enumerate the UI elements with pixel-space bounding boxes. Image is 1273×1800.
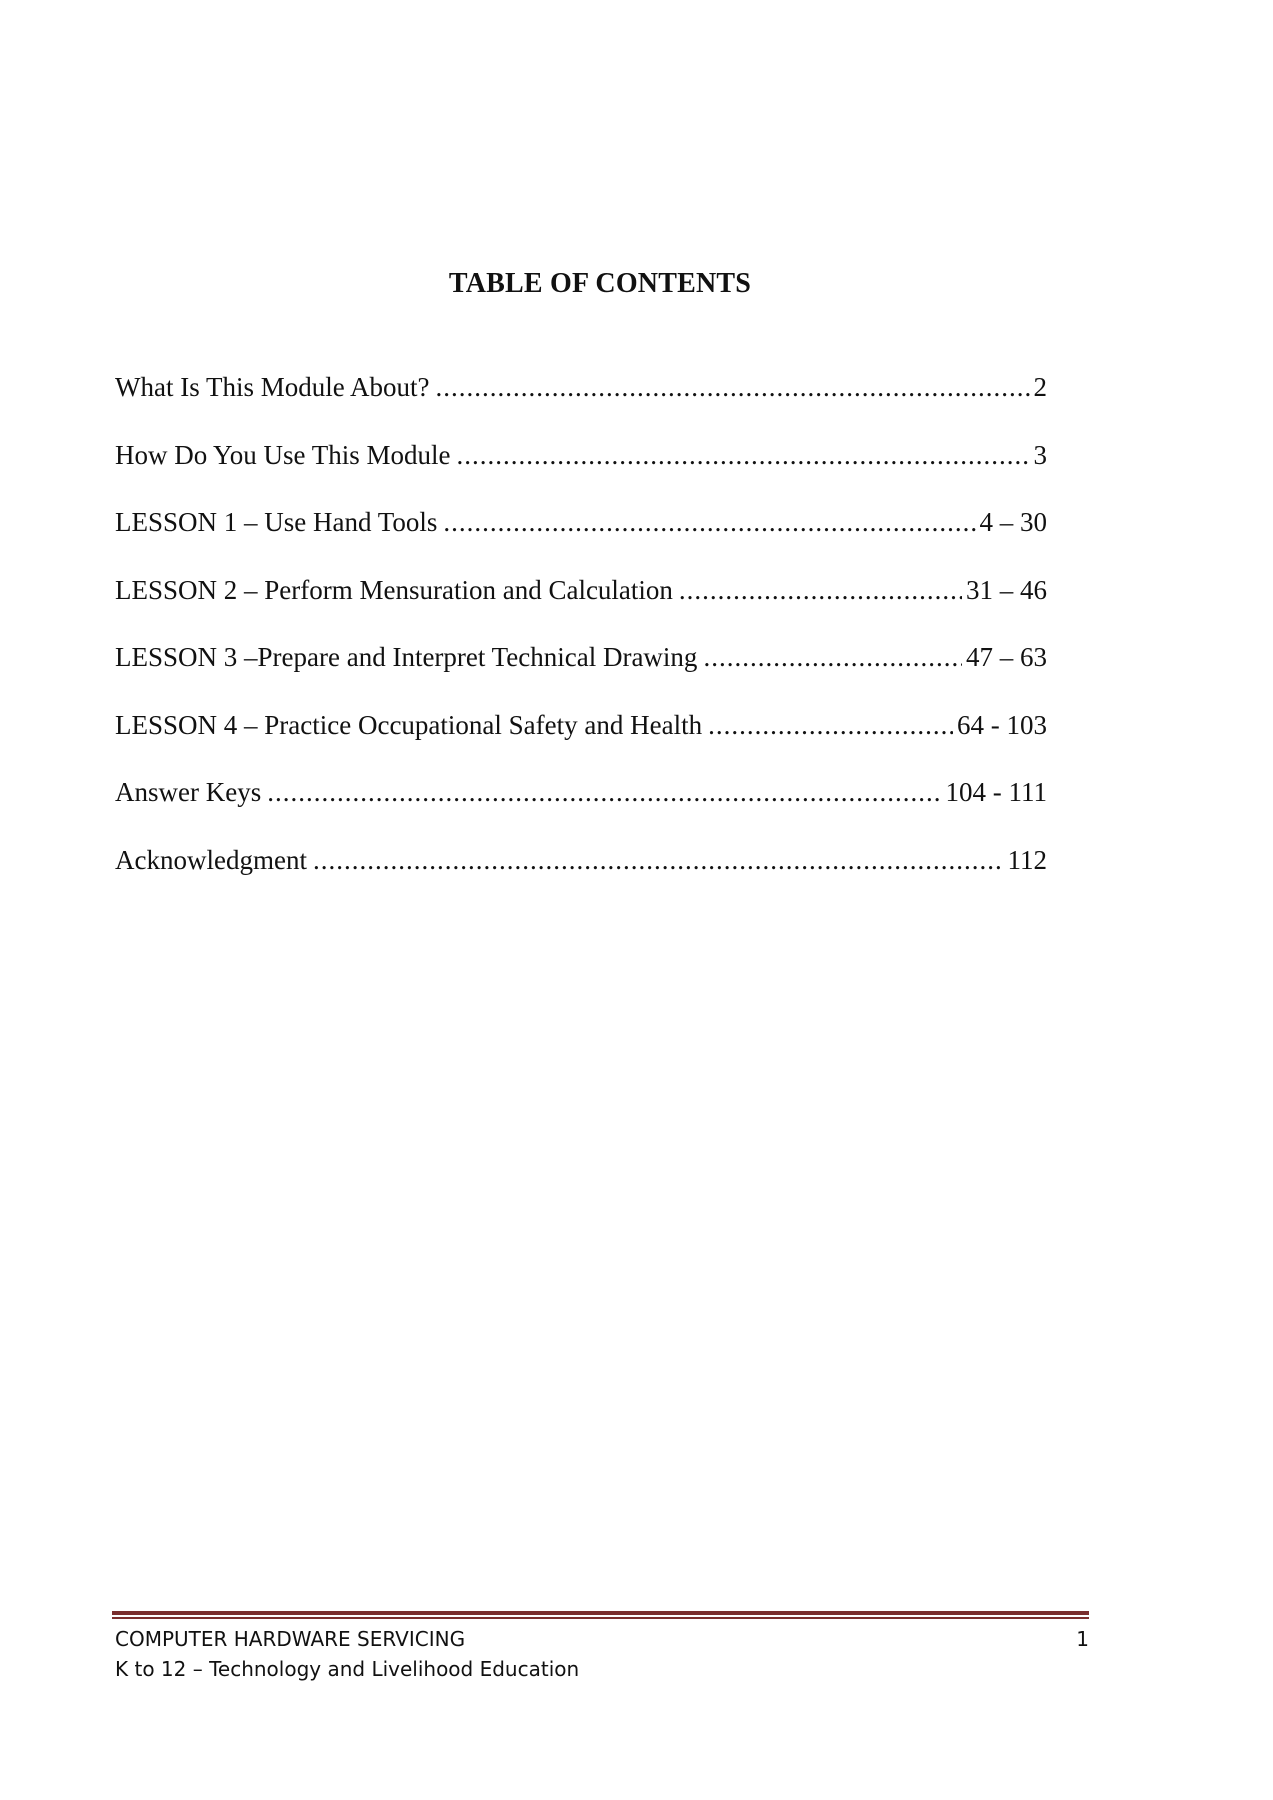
footer-program: K to 12 – Technology and Livelihood Education — [115, 1657, 580, 1681]
dot-leader — [703, 642, 962, 673]
toc-entry-pages: 31 – 46 — [966, 574, 1047, 605]
toc-entry-pages: 112 — [1007, 844, 1047, 875]
toc-entry[interactable] — [115, 845, 1047, 913]
footer-rule-thin — [112, 1617, 1089, 1619]
dot-leader — [435, 372, 1029, 403]
toc-entry-title: LESSON 2 – Perform Mensuration and Calculation — [115, 574, 673, 605]
dot-leader — [457, 440, 1030, 471]
toc-entry-pages: 104 - 111 — [945, 777, 1047, 807]
toc-entry[interactable] — [115, 507, 1047, 575]
toc-entry-pages: 47 – 63 — [966, 642, 1047, 672]
page-footer — [115, 1624, 1089, 1684]
dot-leader — [679, 575, 962, 606]
toc-entry-pages: 4 – 30 — [979, 507, 1047, 537]
footer-line-1 — [115, 1624, 1089, 1654]
page-title: TABLE OF CONTENTS — [448, 268, 752, 299]
toc-entry-title: Acknowledgment — [115, 844, 307, 875]
toc-entry-title: LESSON 3 –Prepare and Interpret Technical Drawing — [115, 642, 698, 672]
toc-entry-title: Answer Keys — [115, 777, 262, 807]
page-number: 1 — [1076, 1627, 1089, 1651]
dot-leader — [313, 845, 1004, 876]
toc-entry-pages: 2 — [1033, 372, 1047, 402]
table-of-contents — [115, 372, 1047, 912]
toc-entry-pages: 64 - 103 — [957, 709, 1047, 740]
footer-rule — [112, 1611, 1089, 1619]
toc-entry[interactable] — [115, 575, 1047, 643]
dot-leader — [708, 710, 953, 741]
toc-entry-title: LESSON 4 – Practice Occupational Safety and Health — [115, 709, 703, 740]
footer-rule-thick — [112, 1611, 1089, 1615]
toc-entry[interactable] — [115, 440, 1047, 508]
dot-leader — [443, 507, 975, 538]
toc-entry[interactable] — [115, 372, 1047, 440]
toc-entry-pages: 3 — [1033, 439, 1047, 470]
footer-course: COMPUTER HARDWARE SERVICING — [115, 1627, 466, 1651]
toc-entry-title: LESSON 1 – Use Hand Tools — [115, 507, 438, 537]
footer-line-2 — [115, 1654, 1089, 1684]
toc-entry[interactable] — [115, 642, 1047, 710]
toc-entry[interactable] — [115, 777, 1047, 845]
toc-entry-title: What Is This Module About? — [115, 372, 430, 402]
toc-entry-title: How Do You Use This Module — [115, 439, 451, 470]
dot-leader — [267, 777, 941, 808]
toc-entry[interactable] — [115, 710, 1047, 778]
